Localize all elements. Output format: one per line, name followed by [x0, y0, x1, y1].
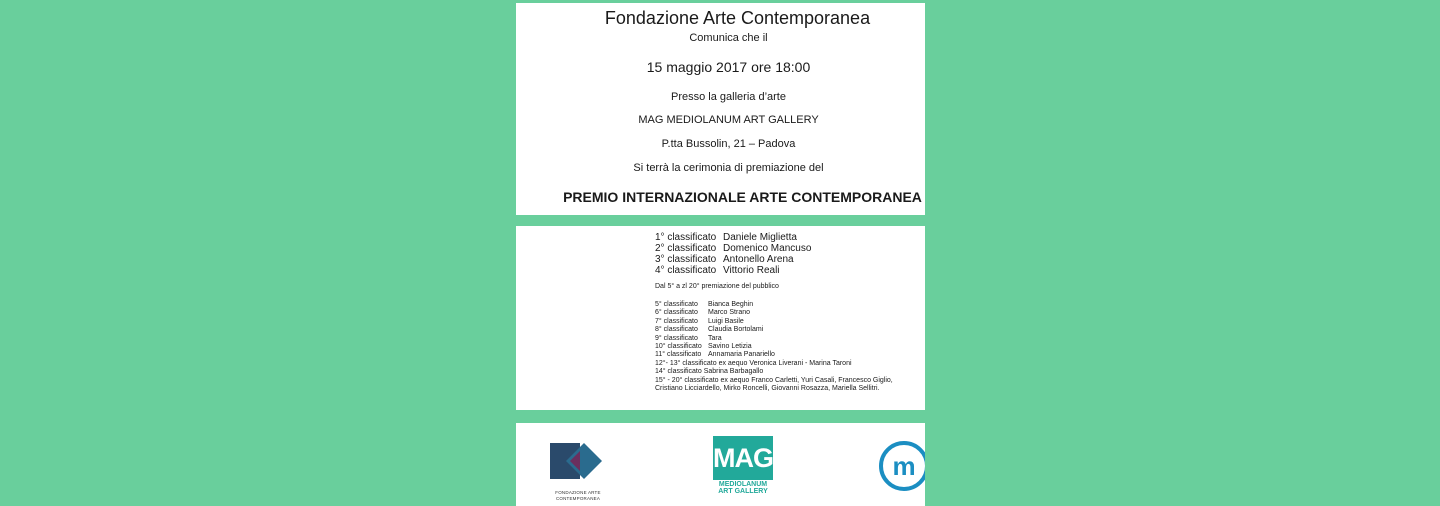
event-date: 15 maggio 2017 ore 18:00 [646, 59, 811, 75]
venue-address: P.tta Bussolin, 21 – Padova [661, 138, 796, 150]
list-item: 15° - 20° classificato ex aequo Franco Carletti, Yuri Casali, Francesco Giglio, [655, 376, 893, 384]
list-item: 1° classificato Daniele Miglietta [655, 232, 797, 243]
list-item: 3° classificato Antonello Arena [655, 254, 794, 265]
award-name: PREMIO INTERNAZIONALE ARTE CONTEMPORANEA [563, 189, 922, 205]
mediolanum-logo-icon [877, 439, 925, 493]
public-winners-list [655, 301, 893, 393]
list-item: 14° classificato Sabrina Barbagallo [655, 368, 764, 376]
svg-text:m: m [892, 451, 916, 481]
list-item: 8° classificato Claudia Bortolami [655, 326, 764, 334]
mag-logo: MAG [713, 436, 773, 480]
subtitle: Comunica che il [689, 32, 768, 44]
fondazione-logo-text: FONDAZIONE ARTE CONTEMPORANEA [555, 490, 601, 501]
venue-intro: Presso la galleria d’arte [671, 91, 786, 103]
sponsor-logos-panel [516, 423, 925, 506]
ceremony-line: Si terrà la cerimonia di premiazione del [633, 162, 824, 174]
foundation-title: Fondazione Arte Contemporanea [604, 8, 871, 28]
list-item: 9° classificato Tara [655, 334, 722, 342]
list-item: 7° classificato Luigi Basile [655, 317, 744, 325]
list-item: Cristiano Licciardello, Mirko Roncelli, Giovanni Rosazza, Mariella Sellitri. [655, 385, 880, 393]
list-item: 2° classificato Domenico Mancuso [655, 243, 812, 254]
list-item: 6° classificato Marco Strano [655, 309, 751, 317]
venue-name: MAG MEDIOLANUM ART GALLERY [638, 114, 819, 126]
list-item: 5° classificato Bianca Beghin [655, 301, 754, 308]
mag-logo-text: MEDIOLANUM ART GALLERY [718, 481, 768, 495]
winners-panel [516, 226, 925, 410]
public-award-note: Dal 5° a zl 20° premiazione del pubblico [655, 283, 779, 290]
announcement-header-panel [516, 3, 925, 215]
list-item: 12°- 13° classificato ex aequo Veronica Liverani - Marina Taroni [655, 359, 852, 367]
top-winners-list [655, 232, 811, 276]
list-item: 11° classificato Annamaria Panariello [655, 351, 775, 359]
list-item: 4° classificato Vittorio Reali [655, 265, 780, 276]
list-item: 10° classificato Savino Letizia [655, 343, 752, 351]
fondazione-logo-icon [546, 439, 606, 487]
